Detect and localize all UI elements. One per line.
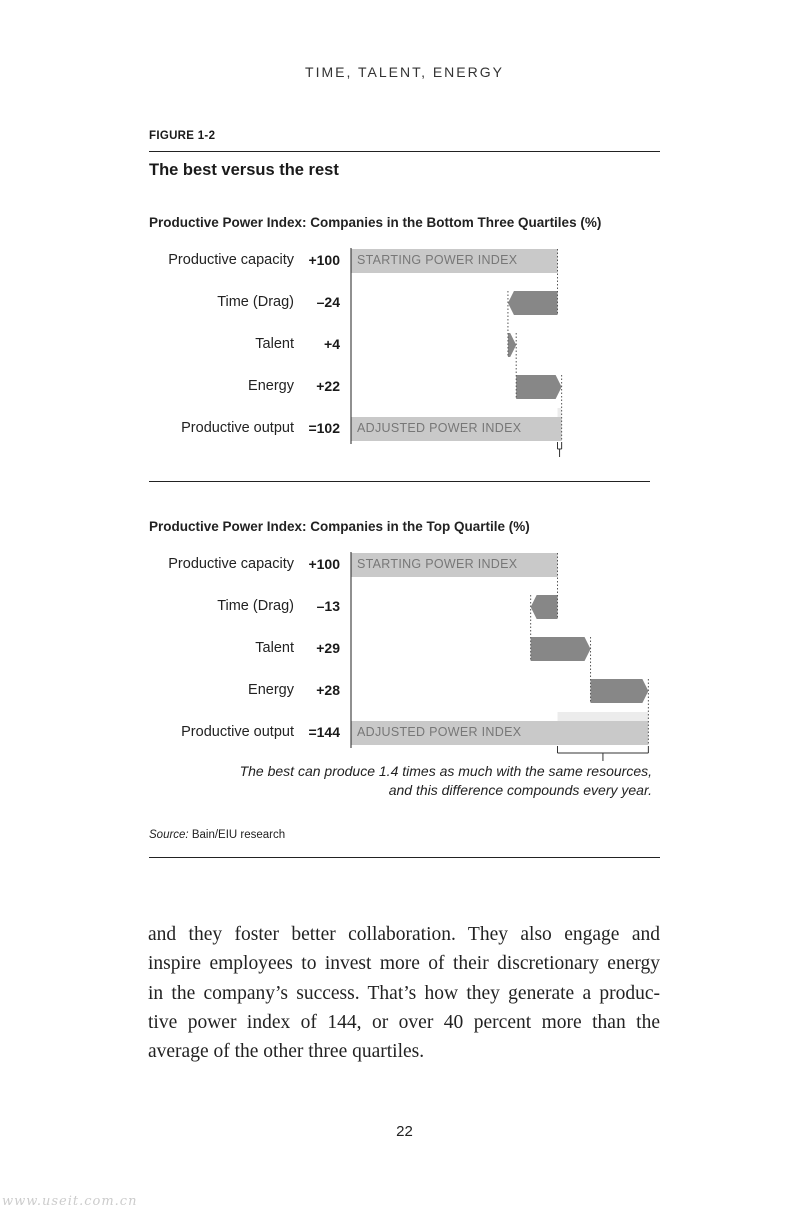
row-label-2: Time (Drag) [217, 598, 294, 614]
row-label-3: Talent [255, 336, 294, 352]
delta-bar-2 [508, 333, 516, 357]
difference-highlight [558, 712, 649, 721]
row-label-5: Productive output [181, 420, 294, 436]
row-value-2: –24 [316, 294, 340, 310]
caption-line-2: and this difference compounds every year. [388, 782, 652, 798]
body-line-2: inspire employees to invest more of their discretionary energy [148, 953, 660, 975]
row-label-1: Productive capacity [168, 556, 294, 572]
figure-bottom-rule [149, 857, 660, 858]
row-value-5: =144 [308, 724, 340, 740]
panel-divider-rule [149, 481, 650, 482]
body-line-4: tive power index of 144, or over 40 percent more than the [148, 1011, 660, 1033]
difference-highlight [558, 408, 562, 417]
row-value-4: +28 [316, 682, 340, 698]
row-label-5: Productive output [181, 724, 294, 740]
page-number: 22 [396, 1123, 413, 1140]
row-label-1: Productive capacity [168, 252, 294, 268]
delta-bar-1 [531, 595, 558, 619]
panel-1-title: Productive Power Index: Companies in the Bottom Three Quartiles (%) [149, 215, 602, 230]
body-line-1: and they foster better collaboration. They also engage and [148, 924, 660, 945]
body-text [148, 920, 660, 1066]
delta-bar-1 [508, 291, 558, 315]
end-bar-label: ADJUSTED POWER INDEX [357, 725, 522, 739]
delta-bar-3 [516, 375, 561, 399]
waterfall-svg-2 [0, 552, 809, 788]
watermark: www.useit.com.cn [2, 1194, 138, 1209]
row-label-3: Talent [255, 640, 294, 656]
row-label-4: Energy [248, 378, 294, 394]
panel-2-title: Productive Power Index: Companies in the Top Quartile (%) [149, 519, 530, 534]
end-bar-label: ADJUSTED POWER INDEX [357, 421, 522, 435]
figure-label: FIGURE 1-2 [149, 130, 216, 142]
row-value-5: =102 [308, 420, 340, 436]
waterfall-svg-1 [0, 248, 809, 484]
body-line-3: in the company’s success. That’s how they generate a produc- [148, 982, 660, 1004]
start-bar-label: STARTING POWER INDEX [357, 557, 518, 571]
delta-bar-3 [591, 679, 649, 703]
figure-top-rule [149, 151, 660, 152]
row-value-1: +100 [308, 556, 340, 572]
figure-title: The best versus the rest [149, 161, 339, 179]
body-line-5: average of the other three quartiles. [148, 1041, 425, 1063]
row-value-1: +100 [308, 252, 340, 268]
row-value-3: +29 [316, 640, 340, 656]
row-value-3: +4 [324, 336, 340, 352]
delta-bar-2 [531, 637, 591, 661]
source-prefix: Source: [149, 829, 189, 841]
caption-line-1: The best can produce 1.4 times as much with the same resources, [239, 763, 652, 779]
row-label-4: Energy [248, 682, 294, 698]
source-note [149, 829, 285, 841]
row-value-4: +22 [316, 378, 340, 394]
running-head: TIME, TALENT, ENERGY [305, 64, 504, 80]
chart-caption [180, 762, 652, 800]
source-text: Bain/EIU research [188, 829, 286, 841]
row-label-2: Time (Drag) [217, 294, 294, 310]
start-bar-label: STARTING POWER INDEX [357, 253, 518, 267]
row-value-2: –13 [316, 598, 340, 614]
